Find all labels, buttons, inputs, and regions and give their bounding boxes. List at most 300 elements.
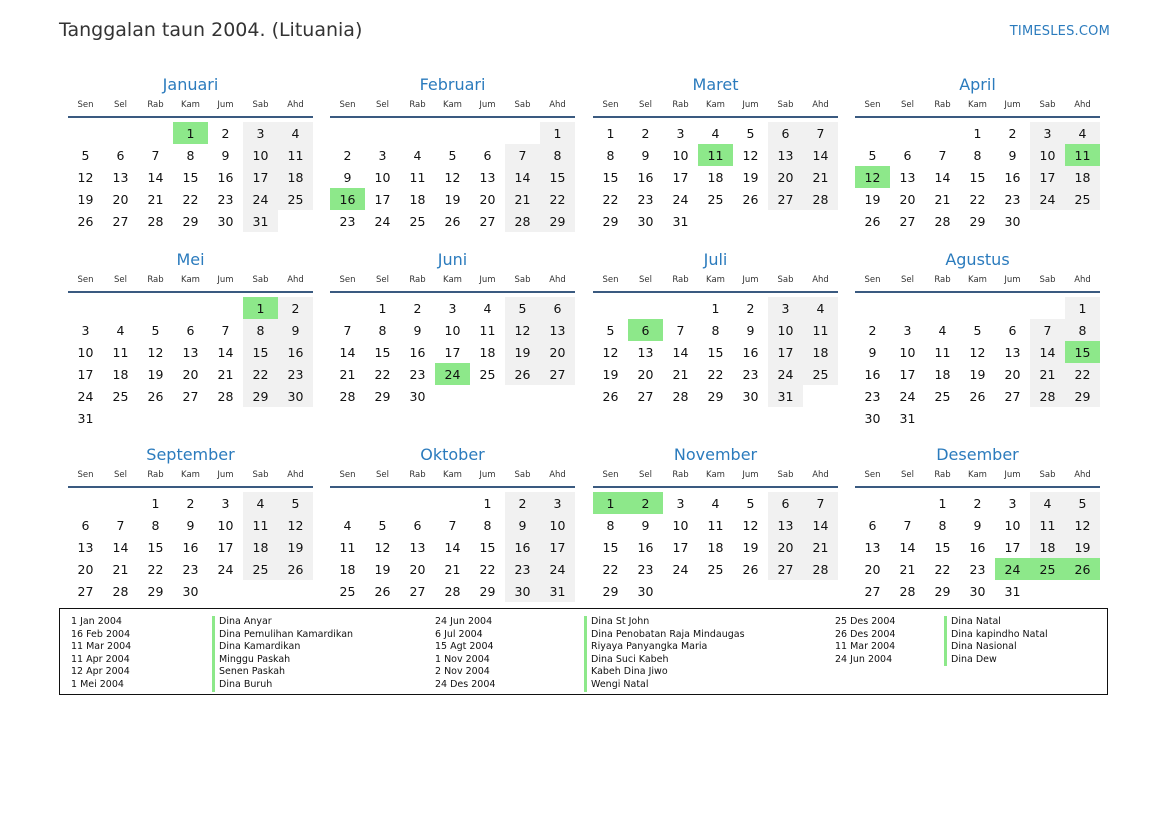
day-cell: 8: [973, 147, 982, 163]
day-cell: 15: [479, 539, 496, 555]
weekday-label: Ahd: [1074, 100, 1091, 110]
holiday-date: 11 Mar 2004: [71, 641, 132, 653]
day-cell: 16: [742, 344, 759, 360]
day-cell: 12: [602, 344, 619, 360]
weekday-label: Jum: [1004, 470, 1021, 480]
weekday-label: Ahd: [287, 470, 304, 480]
empty-cell: [890, 492, 925, 514]
day-cell: 3: [903, 322, 912, 338]
day-cell: 4: [1065, 122, 1100, 144]
weekday-label: Sab: [252, 100, 269, 110]
day-cell: 30: [1004, 213, 1021, 229]
day-cell: 27: [409, 583, 426, 599]
day-cell: 17: [217, 539, 234, 555]
empty-cell: [138, 122, 173, 144]
day-cell: 1: [938, 495, 947, 511]
day-cell: 23: [864, 388, 881, 404]
day-grid: [855, 122, 1100, 232]
day-cell: 28: [147, 213, 164, 229]
day-cell: 11: [934, 344, 951, 360]
day-cell: 1: [711, 300, 720, 316]
day-cell: 20: [479, 191, 496, 207]
weekday-label: Rab: [147, 275, 164, 285]
weekday-label: Jum: [742, 100, 759, 110]
day-cell: 10: [1030, 144, 1065, 166]
day-cell: 22: [479, 561, 496, 577]
day-cell: 9: [505, 514, 540, 536]
day-cell: 8: [606, 517, 615, 533]
day-cell: 15: [969, 169, 986, 185]
day-cell: 30: [969, 583, 986, 599]
holiday-date: 24 Jun 2004: [435, 616, 493, 627]
weekday-label: Sen: [339, 470, 356, 480]
weekday-label: Sel: [114, 470, 127, 480]
day-cell: 30: [864, 410, 881, 426]
empty-cell: [400, 122, 435, 144]
weekday-label: Kam: [181, 470, 200, 480]
day-cell: 14: [803, 144, 838, 166]
day-cell: 16: [182, 539, 199, 555]
day-cell: 17: [672, 169, 689, 185]
empty-cell: [890, 122, 925, 144]
day-cell: 23: [409, 366, 426, 382]
day-cell: 22: [602, 191, 619, 207]
day-cell: 27: [182, 388, 199, 404]
holiday-day: 1: [593, 492, 628, 514]
day-grid: [330, 297, 575, 407]
day-cell: 27: [899, 213, 916, 229]
day-cell: 26: [147, 388, 164, 404]
day-cell: 22: [969, 191, 986, 207]
day-cell: 31: [672, 213, 689, 229]
day-cell: 14: [672, 344, 689, 360]
day-cell: 18: [707, 169, 724, 185]
day-cell: 6: [186, 322, 195, 338]
day-cell: 26: [602, 388, 619, 404]
weekday-label: Sab: [514, 100, 531, 110]
day-cell: 28: [444, 583, 461, 599]
day-cell: 27: [540, 363, 575, 385]
day-cell: 26: [742, 561, 759, 577]
day-cell: 17: [1030, 166, 1065, 188]
weekday-label: Rab: [934, 275, 951, 285]
day-cell: 12: [147, 344, 164, 360]
day-cell: 30: [217, 213, 234, 229]
day-cell: 20: [112, 191, 129, 207]
day-cell: 22: [602, 561, 619, 577]
day-cell: 15: [374, 344, 391, 360]
day-grid: [330, 492, 575, 602]
day-cell: 29: [147, 583, 164, 599]
day-cell: 17: [1004, 539, 1021, 555]
holiday-dates-col-2: [435, 616, 495, 692]
weekday-label: Kam: [706, 470, 725, 480]
day-cell: 8: [151, 517, 160, 533]
day-cell: 29: [374, 388, 391, 404]
weekday-label: Sen: [602, 100, 619, 110]
month-12: [855, 444, 1100, 602]
day-cell: 8: [483, 517, 492, 533]
day-cell: 23: [742, 366, 759, 382]
day-cell: 4: [413, 147, 422, 163]
day-cell: 26: [77, 213, 94, 229]
day-cell: 30: [409, 388, 426, 404]
day-cell: 23: [637, 561, 654, 577]
day-cell: 7: [803, 492, 838, 514]
weekday-header: [330, 273, 575, 293]
day-cell: 2: [221, 125, 230, 141]
holiday-dates-col-3: [835, 616, 895, 666]
weekday-label: Sab: [1039, 470, 1056, 480]
weekday-label: Sel: [901, 275, 914, 285]
weekday-label: Ahd: [812, 275, 829, 285]
empty-cell: [68, 492, 103, 514]
weekday-label: Kam: [181, 275, 200, 285]
day-cell: 24: [1030, 188, 1065, 210]
empty-cell: [103, 492, 138, 514]
day-cell: 3: [676, 125, 685, 141]
day-cell: 15: [602, 169, 619, 185]
holiday-day: 2: [628, 492, 663, 514]
weekday-label: Sel: [639, 275, 652, 285]
weekday-label: Sel: [901, 470, 914, 480]
weekday-label: Ahd: [549, 100, 566, 110]
weekday-label: Sab: [777, 470, 794, 480]
day-cell: 30: [182, 583, 199, 599]
day-cell: 7: [938, 147, 947, 163]
day-cell: 3: [1030, 122, 1065, 144]
day-cell: 11: [409, 169, 426, 185]
day-cell: 7: [116, 517, 125, 533]
day-cell: 24: [672, 191, 689, 207]
weekday-label: Kam: [968, 275, 987, 285]
day-cell: 28: [934, 213, 951, 229]
day-cell: 10: [243, 144, 278, 166]
empty-cell: [208, 297, 243, 319]
day-cell: 11: [339, 539, 356, 555]
day-cell: 2: [413, 300, 422, 316]
weekday-label: Rab: [672, 275, 689, 285]
holiday-date: 1 Jan 2004: [71, 616, 122, 627]
holiday-name: Dina Natal: [944, 616, 1048, 629]
day-cell: 21: [934, 191, 951, 207]
day-cell: 3: [243, 122, 278, 144]
day-cell: 5: [151, 322, 160, 338]
holiday-date: 26 Des 2004: [835, 628, 896, 640]
day-cell: 29: [602, 583, 619, 599]
day-cell: 19: [444, 191, 461, 207]
day-cell: 22: [934, 561, 951, 577]
weekday-label: Ahd: [287, 100, 304, 110]
day-cell: 10: [1004, 517, 1021, 533]
day-cell: 9: [868, 344, 877, 360]
holiday-name: Dina Anyar: [212, 616, 353, 629]
weekday-header: [330, 98, 575, 118]
month-3: [593, 74, 838, 232]
day-cell: 27: [1004, 388, 1021, 404]
day-cell: 25: [1065, 188, 1100, 210]
weekday-label: Sel: [639, 470, 652, 480]
day-cell: 26: [742, 191, 759, 207]
day-cell: 2: [343, 147, 352, 163]
day-cell: 23: [217, 191, 234, 207]
month-name: Juni: [437, 250, 468, 269]
day-cell: 13: [182, 344, 199, 360]
day-cell: 22: [374, 366, 391, 382]
weekday-label: Rab: [934, 100, 951, 110]
weekday-label: Sab: [777, 275, 794, 285]
holiday-day: 6: [628, 319, 663, 341]
day-cell: 7: [448, 517, 457, 533]
empty-cell: [435, 492, 470, 514]
empty-cell: [470, 122, 505, 144]
empty-cell: [435, 122, 470, 144]
day-cell: 12: [1065, 514, 1100, 536]
weekday-label: Sen: [77, 100, 94, 110]
day-cell: 17: [77, 366, 94, 382]
day-cell: 28: [505, 210, 540, 232]
weekday-header: [593, 98, 838, 118]
day-cell: 8: [1065, 319, 1100, 341]
day-cell: 11: [707, 517, 724, 533]
day-cell: 28: [803, 558, 838, 580]
day-cell: 16: [969, 539, 986, 555]
weekday-label: Ahd: [1074, 275, 1091, 285]
day-cell: 17: [374, 191, 391, 207]
holiday-name: Kabeh Dina Jiwo: [584, 666, 745, 679]
weekday-header: [855, 468, 1100, 488]
day-cell: 11: [479, 322, 496, 338]
weekday-label: Jum: [479, 100, 496, 110]
day-cell: 14: [505, 166, 540, 188]
holiday-name: Senen Paskah: [212, 666, 353, 679]
weekday-label: Sab: [514, 275, 531, 285]
day-cell: 26: [505, 363, 540, 385]
day-cell: 16: [505, 536, 540, 558]
day-cell: 21: [1030, 363, 1065, 385]
holiday-date: 1 Nov 2004: [435, 653, 490, 665]
day-cell: 26: [444, 213, 461, 229]
empty-cell: [855, 492, 890, 514]
day-cell: 3: [768, 297, 803, 319]
month-8: [855, 249, 1100, 429]
weekday-label: Jum: [1004, 100, 1021, 110]
empty-cell: [628, 297, 663, 319]
day-cell: 29: [479, 583, 496, 599]
day-cell: 11: [803, 319, 838, 341]
weekday-label: Rab: [672, 470, 689, 480]
day-cell: 8: [186, 147, 195, 163]
day-cell: 18: [339, 561, 356, 577]
month-name: April: [959, 75, 996, 94]
day-cell: 12: [969, 344, 986, 360]
day-cell: 6: [483, 147, 492, 163]
day-cell: 20: [768, 166, 803, 188]
day-cell: 27: [768, 188, 803, 210]
day-cell: 15: [147, 539, 164, 555]
day-cell: 1: [483, 495, 492, 511]
day-cell: 22: [182, 191, 199, 207]
day-cell: 18: [409, 191, 426, 207]
day-cell: 25: [339, 583, 356, 599]
day-cell: 21: [444, 561, 461, 577]
day-cell: 13: [637, 344, 654, 360]
weekday-label: Sel: [114, 275, 127, 285]
empty-cell: [890, 297, 925, 319]
day-cell: 17: [768, 341, 803, 363]
day-cell: 17: [540, 536, 575, 558]
day-cell: 23: [182, 561, 199, 577]
day-cell: 25: [278, 188, 313, 210]
day-grid: [330, 122, 575, 232]
holiday-name: Dina Buruh: [212, 679, 353, 692]
month-1: [68, 74, 313, 232]
day-cell: 2: [186, 495, 195, 511]
holiday-name: Minggu Paskah: [212, 654, 353, 667]
day-cell: 1: [973, 125, 982, 141]
holiday-date: 12 Apr 2004: [71, 666, 130, 678]
day-cell: 25: [803, 363, 838, 385]
day-cell: 25: [479, 366, 496, 382]
day-cell: 12: [444, 169, 461, 185]
day-cell: 15: [182, 169, 199, 185]
day-cell: 26: [278, 558, 313, 580]
holiday-date: 11 Apr 2004: [71, 653, 130, 665]
day-cell: 22: [147, 561, 164, 577]
day-cell: 20: [637, 366, 654, 382]
day-cell: 10: [444, 322, 461, 338]
day-cell: 16: [217, 169, 234, 185]
holiday-date: 24 Jun 2004: [835, 653, 893, 665]
empty-cell: [855, 297, 890, 319]
holiday-name: Dina St John: [584, 616, 745, 629]
holiday-date: 1 Mei 2004: [71, 678, 124, 690]
month-name: Januari: [162, 75, 219, 94]
holiday-name: Dina Kamardikan: [212, 641, 353, 654]
day-cell: 21: [672, 366, 689, 382]
day-cell: 28: [899, 583, 916, 599]
day-cell: 6: [768, 492, 803, 514]
empty-cell: [855, 122, 890, 144]
holiday-day: 11: [698, 144, 733, 166]
month-name: Juli: [703, 250, 728, 269]
day-cell: 5: [973, 322, 982, 338]
day-cell: 27: [864, 583, 881, 599]
holiday-dates-col-1: [71, 616, 131, 692]
empty-cell: [103, 297, 138, 319]
day-cell: 17: [243, 166, 278, 188]
weekday-label: Sen: [77, 275, 94, 285]
page-title: Tanggalan taun 2004. (Lituania): [59, 19, 363, 41]
day-cell: 19: [602, 366, 619, 382]
day-cell: 12: [742, 517, 759, 533]
day-cell: 10: [768, 319, 803, 341]
month-name: Oktober: [420, 445, 485, 464]
month-name: Februari: [419, 75, 486, 94]
day-cell: 5: [448, 147, 457, 163]
day-cell: 19: [505, 341, 540, 363]
holiday-name: Dina Nasional: [944, 641, 1048, 654]
day-cell: 2: [868, 322, 877, 338]
day-cell: 3: [221, 495, 230, 511]
weekday-label: Rab: [672, 100, 689, 110]
day-cell: 5: [868, 147, 877, 163]
day-cell: 24: [672, 561, 689, 577]
day-cell: 10: [899, 344, 916, 360]
day-cell: 31: [77, 410, 94, 426]
day-cell: 6: [413, 517, 422, 533]
day-cell: 12: [278, 514, 313, 536]
day-cell: 20: [1004, 366, 1021, 382]
day-cell: 25: [934, 388, 951, 404]
day-cell: 29: [707, 388, 724, 404]
day-cell: 15: [243, 341, 278, 363]
day-cell: 23: [278, 363, 313, 385]
weekday-label: Rab: [409, 470, 426, 480]
day-cell: 24: [899, 388, 916, 404]
weekday-label: Sab: [514, 470, 531, 480]
day-cell: 24: [540, 558, 575, 580]
weekday-label: Ahd: [812, 100, 829, 110]
weekday-label: Sen: [864, 470, 881, 480]
day-cell: 29: [934, 583, 951, 599]
day-cell: 23: [637, 191, 654, 207]
day-cell: 4: [278, 122, 313, 144]
holiday-name: Wengi Natal: [584, 679, 745, 692]
weekday-label: Ahd: [287, 275, 304, 285]
empty-cell: [173, 297, 208, 319]
day-cell: 6: [903, 147, 912, 163]
month-name: Desember: [936, 445, 1019, 464]
weekday-label: Sen: [77, 470, 94, 480]
day-cell: 27: [637, 388, 654, 404]
weekday-label: Sab: [1039, 100, 1056, 110]
day-cell: 15: [934, 539, 951, 555]
day-cell: 20: [77, 561, 94, 577]
holiday-date: 25 Des 2004: [835, 616, 896, 627]
month-11: [593, 444, 838, 602]
day-cell: 20: [182, 366, 199, 382]
day-cell: 30: [637, 583, 654, 599]
day-cell: 21: [505, 188, 540, 210]
day-cell: 30: [278, 385, 313, 407]
holiday-date: 2 Nov 2004: [435, 666, 490, 678]
day-cell: 7: [221, 322, 230, 338]
day-cell: 2: [973, 495, 982, 511]
day-cell: 28: [339, 388, 356, 404]
day-cell: 13: [768, 514, 803, 536]
weekday-label: Jum: [742, 275, 759, 285]
day-cell: 23: [339, 213, 356, 229]
site-link[interactable]: TIMESLES.COM: [1009, 24, 1110, 39]
day-cell: 19: [864, 191, 881, 207]
holiday-day: 26: [1065, 558, 1100, 580]
day-cell: 1: [606, 125, 615, 141]
day-cell: 22: [540, 188, 575, 210]
day-cell: 19: [969, 366, 986, 382]
day-cell: 16: [1004, 169, 1021, 185]
month-2: [330, 74, 575, 232]
day-cell: 9: [221, 147, 230, 163]
weekday-label: Jum: [217, 470, 234, 480]
day-cell: 9: [746, 322, 755, 338]
month-name: Maret: [692, 75, 739, 94]
day-cell: 6: [540, 297, 575, 319]
day-cell: 8: [711, 322, 720, 338]
day-cell: 29: [1065, 385, 1100, 407]
day-cell: 27: [479, 213, 496, 229]
day-cell: 12: [374, 539, 391, 555]
